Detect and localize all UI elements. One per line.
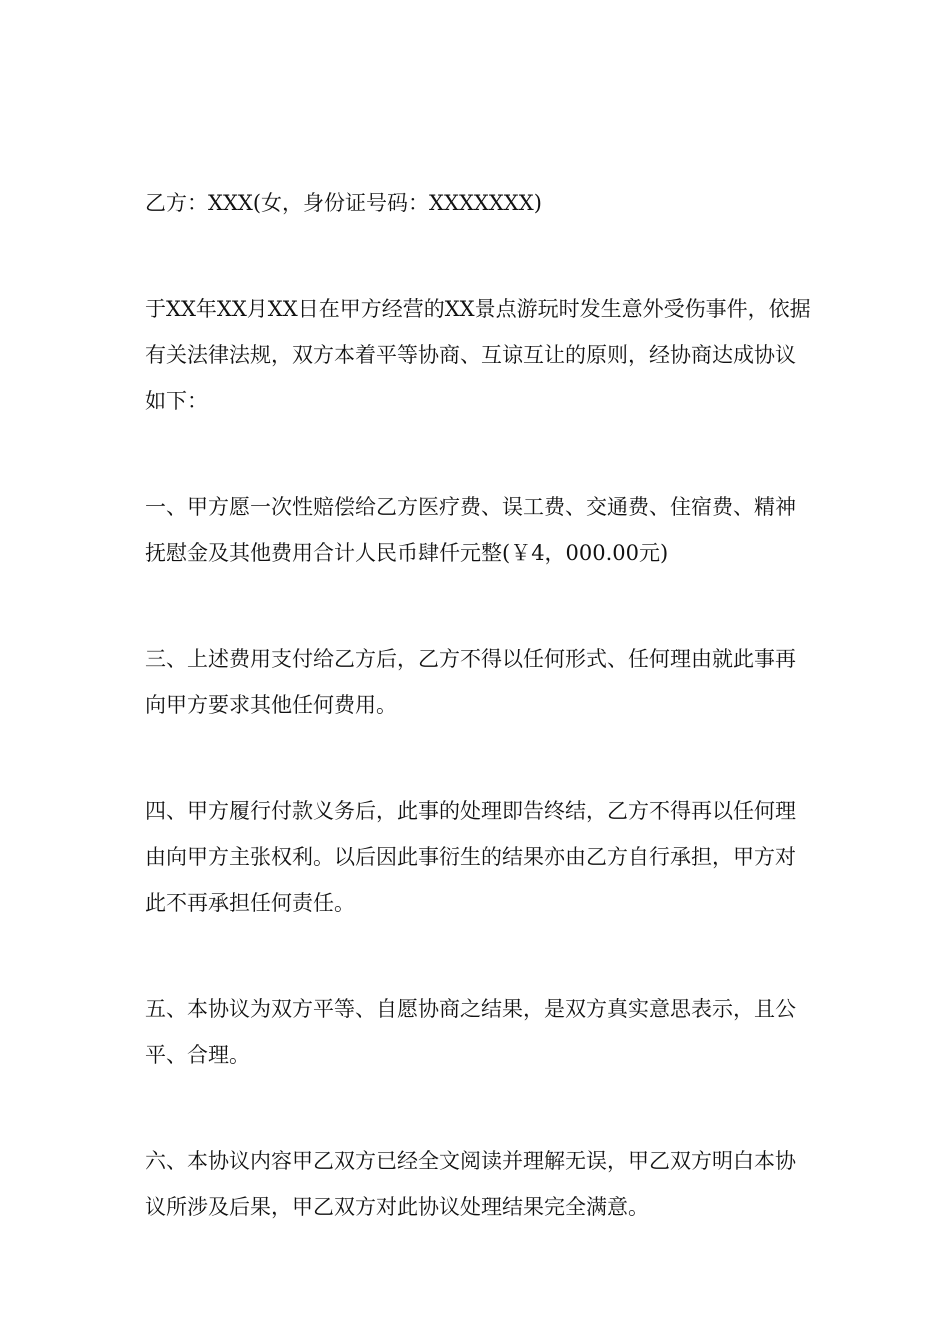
clause-one: 一、甲方愿一次性赔偿给乙方医疗费、误工费、交通费、住宿费、精神抚慰金及其他费用合计人民币肆仟元整(￥4，000.00元) xyxy=(145,495,796,565)
clause-six: 六、本协议内容甲乙双方已经全文阅读并理解无误，甲乙双方明白本协议所涉及后果，甲乙双方对此协议处理结果完全满意。 xyxy=(145,1149,796,1219)
clause-five: 五、本协议为双方平等、自愿协商之结果，是双方真实意思表示，且公平、合理。 xyxy=(145,997,796,1067)
document-body xyxy=(145,180,815,1230)
incident-description: 于XX年XX月XX日在甲方经营的XX景点游玩时发生意外受伤事件，依据有关法律法规，双方本着平等协商、互谅互让的原则，经协商达成协议如下： xyxy=(145,297,811,413)
party-b-line: 乙方：XXX(女，身份证号码：XXXXXXX) xyxy=(145,191,542,215)
clause-three: 三、上述费用支付给乙方后，乙方不得以任何形式、任何理由就此事再向甲方要求其他任何费用。 xyxy=(145,647,796,717)
clause-four: 四、甲方履行付款义务后，此事的处理即告终结，乙方不得再以任何理由向甲方主张权利。以后因此事衍生的结果亦由乙方自行承担，甲方对此不再承担任何责任。 xyxy=(145,799,796,915)
